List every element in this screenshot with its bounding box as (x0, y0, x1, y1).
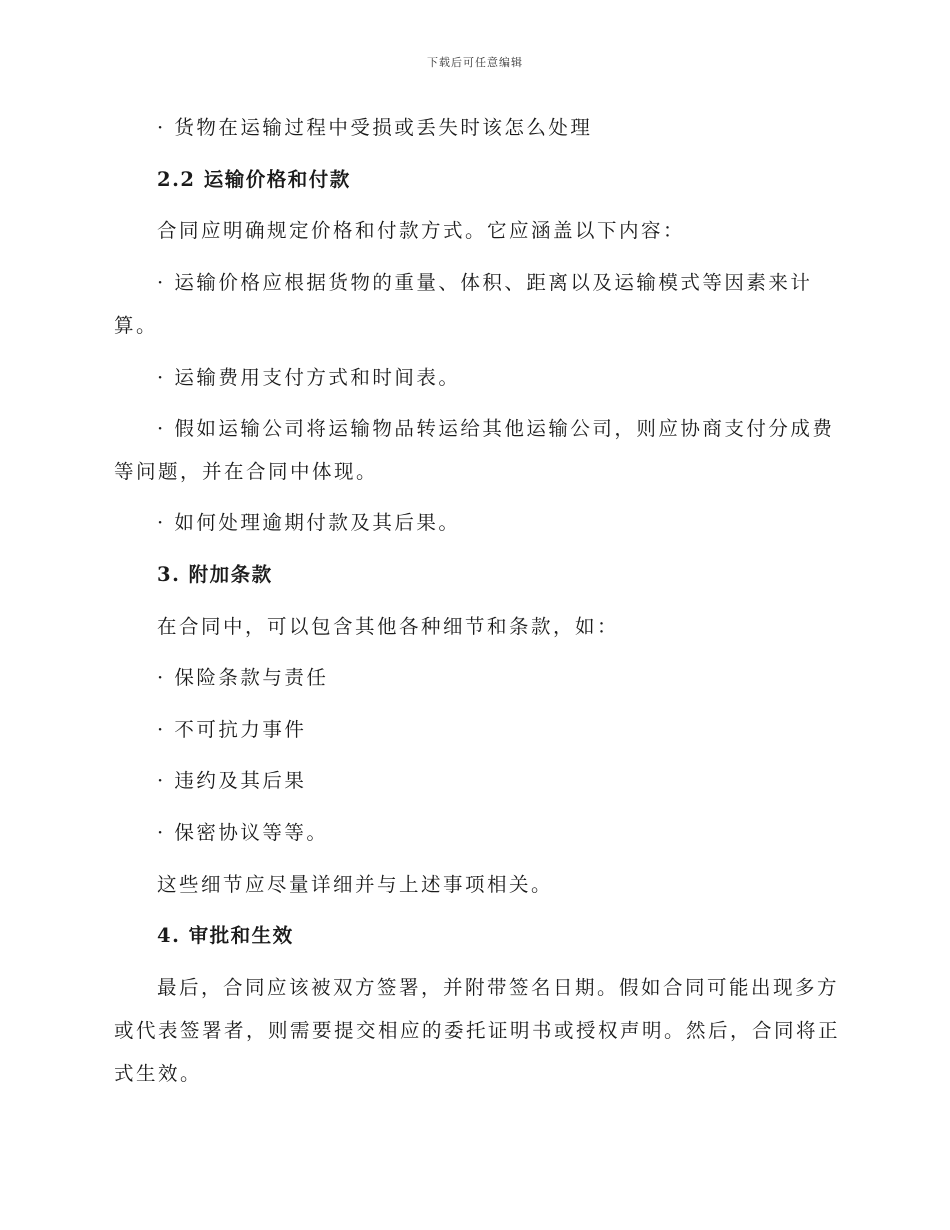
paragraph-pricing-intro: 合同应明确规定价格和付款方式。它应涵盖以下内容： (157, 219, 686, 242)
paragraph-details-note: 这些细节应尽量详细并与上述事项相关。 (157, 873, 554, 896)
bullet-item-transshipment: · 假如运输公司将运输物品转运给其他运输公司，则应协商支付分成费 (157, 417, 835, 440)
paragraph-additional-intro: 在合同中，可以包含其他各种细节和条款，如： (157, 615, 620, 638)
paragraph-approval-line-2: 或代表签署者，则需要提交相应的委托证明书或授权声明。然后，合同将正 (114, 1019, 841, 1042)
paragraph-approval-line-1: 最后，合同应该被双方签署，并附带签名日期。假如合同可能出现多方 (157, 976, 840, 999)
section-heading-pricing: 2.2 运输价格和付款 (157, 168, 351, 191)
bullet-item-late-payment: · 如何处理逾期付款及其后果。 (157, 511, 461, 534)
bullet-item-price-factors-cont: 算。 (114, 314, 159, 337)
section-heading-approval: 4. 审批和生效 (157, 924, 294, 947)
section-heading-additional-terms: 3. 附加条款 (157, 563, 273, 586)
bullet-item-payment-schedule: · 运输费用支付方式和时间表。 (157, 366, 461, 389)
bullet-item-transshipment-cont: 等问题，并在合同中体现。 (114, 460, 379, 483)
page-header: 下载后可任意编辑 (427, 56, 523, 69)
bullet-item-price-factors: · 运输价格应根据货物的重量、体积、距离以及运输模式等因素来计 (157, 271, 813, 294)
paragraph-approval-line-3: 式生效。 (114, 1062, 203, 1085)
bullet-item-confidentiality: · 保密协议等等。 (157, 821, 329, 844)
bullet-item-insurance: · 保险条款与责任 (157, 666, 329, 689)
bullet-item-damage-handling: · 货物在运输过程中受损或丢失时该怎么处理 (157, 116, 593, 139)
bullet-item-force-majeure: · 不可抗力事件 (157, 718, 307, 741)
bullet-item-breach: · 违约及其后果 (157, 769, 307, 792)
